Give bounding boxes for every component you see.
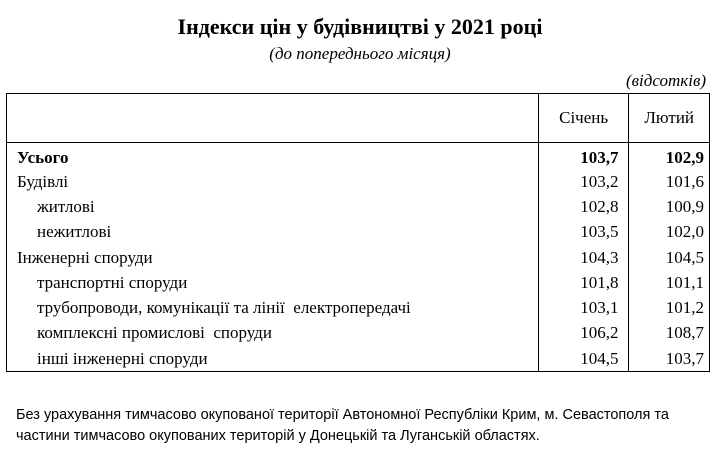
page-subtitle: (до попереднього місяця)	[269, 44, 451, 63]
footnote: Без урахування тимчасово окупованої території Автономної Республіки Крим, м. Севастополя та частини тимчасово окупованих територій у Донецькій та Луганській областях.	[16, 407, 669, 444]
price-index-table	[6, 93, 710, 372]
row-label: нежитлові	[7, 220, 539, 245]
table-row-pipelines	[7, 295, 710, 320]
header-empty-cell	[7, 94, 539, 143]
table-row-transport	[7, 270, 710, 295]
row-label: трубопроводи, комунікації та лінії електропередачі	[7, 295, 539, 320]
table-row-industrial	[7, 321, 710, 346]
table-row-other	[7, 346, 710, 372]
value-february: 101,1	[629, 270, 710, 295]
table-header-row	[7, 94, 710, 143]
page-title: Індекси цін у будівництві у 2021 році	[177, 14, 543, 39]
units-label: (відсотків)	[626, 71, 706, 90]
value-february: 101,6	[629, 169, 710, 194]
table-row-residential	[7, 194, 710, 219]
value-january: 103,1	[538, 295, 629, 320]
table-row-engineering	[7, 245, 710, 270]
value-february: 101,2	[629, 295, 710, 320]
value-february: 104,5	[629, 245, 710, 270]
value-january: 106,2	[538, 321, 629, 346]
column-header-february: Лютий	[629, 94, 710, 143]
value-january: 102,8	[538, 194, 629, 219]
row-label: Інженерні споруди	[7, 245, 539, 270]
table-row-buildings	[7, 169, 710, 194]
value-january: 104,5	[538, 346, 629, 372]
row-label: Будівлі	[7, 169, 539, 194]
value-february: 108,7	[629, 321, 710, 346]
value-january: 101,8	[538, 270, 629, 295]
value-january: 103,2	[538, 169, 629, 194]
value-february: 103,7	[629, 346, 710, 372]
column-header-january: Січень	[538, 94, 629, 143]
row-label: Усього	[7, 143, 539, 170]
value-january: 104,3	[538, 245, 629, 270]
table-row-total	[7, 143, 710, 170]
row-label: комплексні промислові споруди	[7, 321, 539, 346]
value-february: 102,0	[629, 220, 710, 245]
row-label: транспортні споруди	[7, 270, 539, 295]
row-label: житлові	[7, 194, 539, 219]
value-february: 100,9	[629, 194, 710, 219]
value-january: 103,7	[538, 143, 629, 170]
row-label: інші інженерні споруди	[7, 346, 539, 372]
table-row-non-residential	[7, 220, 710, 245]
value-january: 103,5	[538, 220, 629, 245]
value-february: 102,9	[629, 143, 710, 170]
